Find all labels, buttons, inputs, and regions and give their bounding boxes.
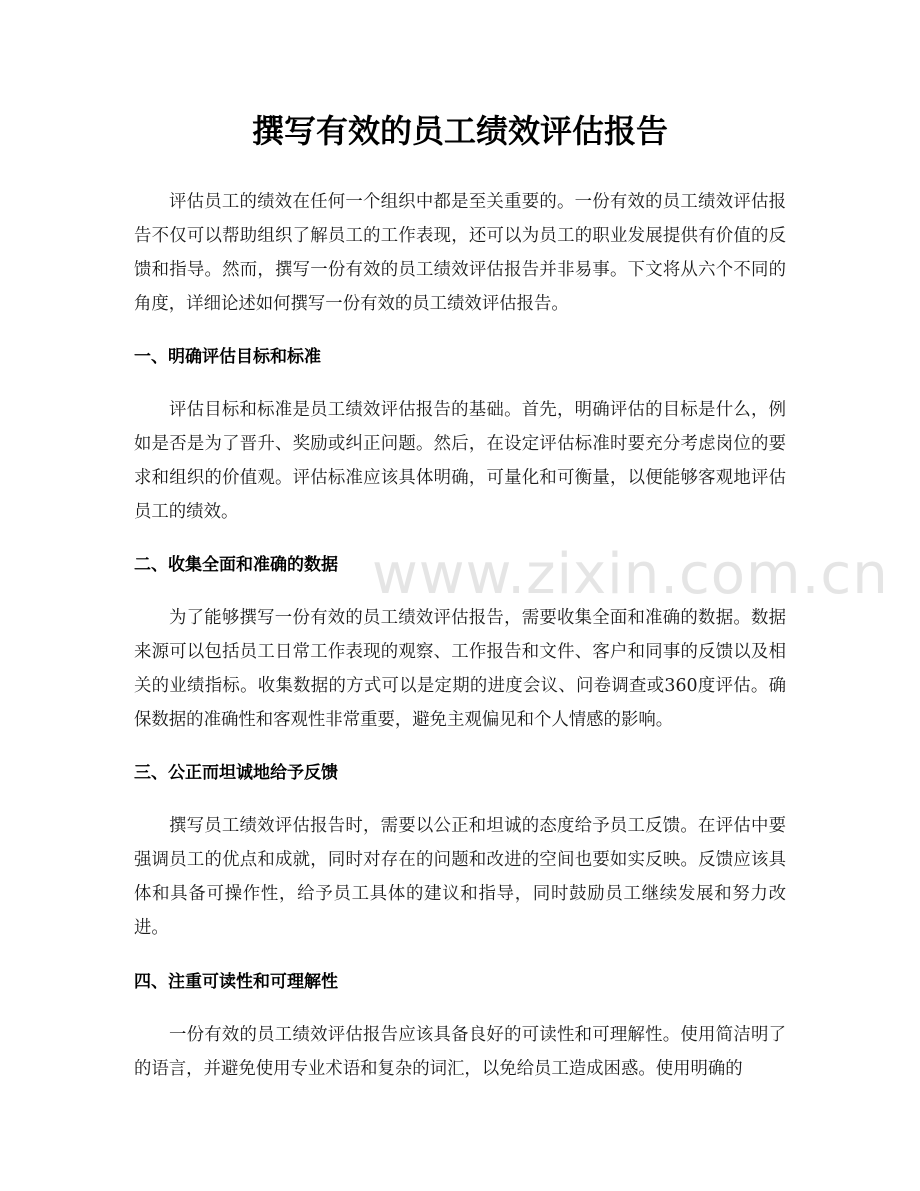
section-heading-2: 二、收集全面和准确的数据: [134, 555, 338, 575]
section-body-1: 评估目标和标准是员工绩效评估报告的基础。首先，明确评估的目标是什么，例如是否是为了晋升、奖励或纠正问题。然后，在设定评估标准时要充分考虑岗位的要求和组织的价值观。评估标准应该具体明确，可量化和可衡量，以便能够客观地评估员工的绩效。: [134, 400, 786, 522]
watermark-text: www.zixin.com.cn: [372, 542, 889, 607]
section-heading-4: 四、注重可读性和可理解性: [134, 972, 338, 992]
intro-paragraph: 评估员工的绩效在任何一个组织中都是至关重要的。一份有效的员工绩效评估报告不仅可以帮助组织了解员工的工作表现，还可以为员工的职业发展提供有价值的反馈和指导。然而，撰写一份有效的员工绩效评估报告并非易事。下文将从六个不同的角度，详细论述如何撰写一份有效的员工绩效评估报告。: [134, 192, 786, 314]
document-title: 撰写有效的员工绩效评估报告: [251, 112, 668, 150]
section-body-4: 一份有效的员工绩效评估报告应该具备良好的可读性和可理解性。使用简洁明了的语言，并避免使用专业术语和复杂的词汇，以免给员工造成困惑。使用明确的: [134, 1025, 786, 1079]
section-heading-1: 一、明确评估目标和标准: [134, 347, 321, 367]
section-heading-3: 三、公正而坦诚地给予反馈: [134, 763, 338, 783]
section-body-3: 撰写员工绩效评估报告时，需要以公正和坦诚的态度给予员工反馈。在评估中要强调员工的优点和成就，同时对存在的问题和改进的空间也要如实反映。反馈应该具体和具备可操作性，给予员工具体的建议和指导，同时鼓励员工继续发展和努力改进。: [134, 816, 786, 938]
section-body-2: 为了能够撰写一份有效的员工绩效评估报告，需要收集全面和准确的数据。数据来源可以包括员工日常工作表现的观察、工作报告和文件、客户和同事的反馈以及相关的业绩指标。收集数据的方式可以是定期的进度会议、问卷调查或360度评估。确保数据的准确性和客观性非常重要，避免主观偏见和个人情感的影响。: [134, 608, 786, 730]
